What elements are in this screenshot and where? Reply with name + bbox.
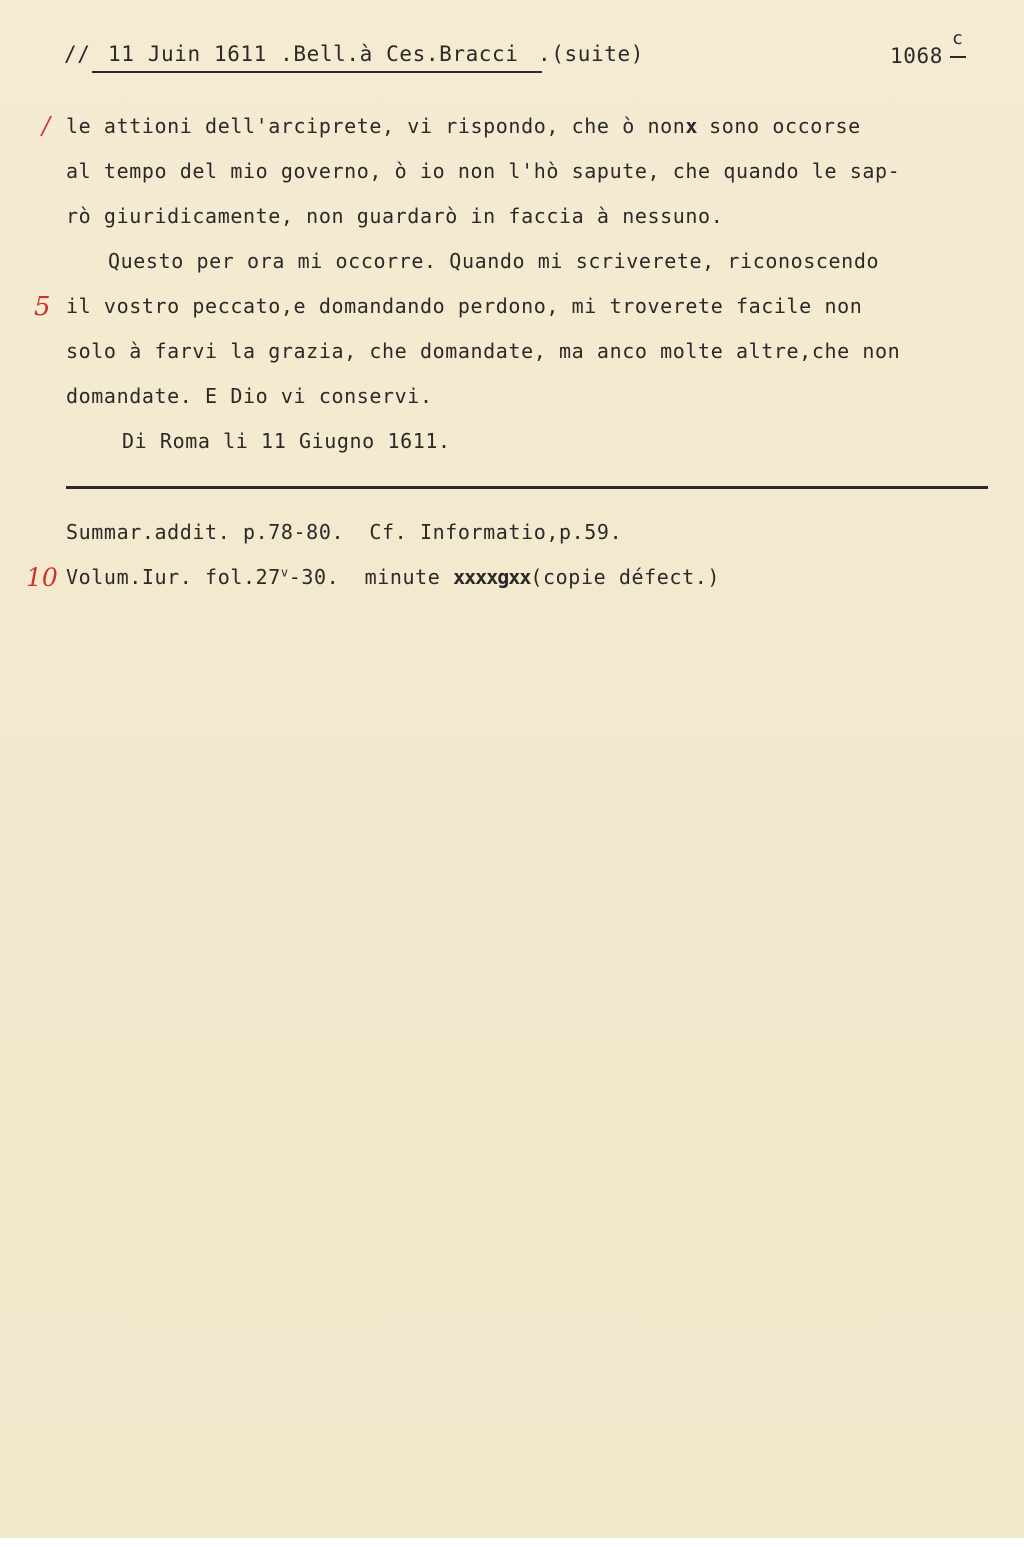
body-line-3: rò giuridicamente, non guardarò in faccia à nessuno. [66,204,724,228]
body-line-2: al tempo del mio governo, ò io non l'hò sapute, che quando le sap- [66,159,901,183]
margin-mark-1: / [42,112,51,140]
body-line-6: solo à farvi la grazia, che domandate, ma anco molte altre,che non [66,339,901,363]
struck-character: x [685,114,697,138]
page-number-letter: c [952,28,964,49]
margin-mark-10: 10 [26,563,58,592]
header-marks: // [64,42,91,66]
page-letter-underline [950,56,966,58]
body-line-7: domandate. E Dio vi conservi. [66,384,433,408]
body-line-1: le attioni dell'arciprete, vi rispondo, che ò nonx sono occorse [66,114,861,138]
scan-edge [0,1538,1024,1550]
body-line-5: il vostro peccato,e domandando perdono, mi troverete facile non [66,294,863,318]
struck-word: xxxxgxx [453,565,531,589]
date-line: Di Roma li 11 Giugno 1611. [122,429,451,453]
note-line-1: Summar.addit. p.78-80. Cf. Informatio,p.59. [66,520,623,544]
page-number: 1068 [890,44,943,68]
margin-mark-5: 5 [34,292,51,322]
header-underline [92,71,542,73]
body-line-4: Questo per ora mi occorre. Quando mi scriverete, riconoscendo [108,249,880,273]
section-divider [66,486,988,489]
header-suffix: .(suite) [538,42,644,66]
folio-superscript: v [280,565,289,580]
note-line-2: Volum.Iur. fol.27$^v$-30. minute xxxxgxx(copie défect.) [66,565,720,589]
header-title: 11 Juin 1611 .Bell.à Ces.Bracci [108,42,519,66]
